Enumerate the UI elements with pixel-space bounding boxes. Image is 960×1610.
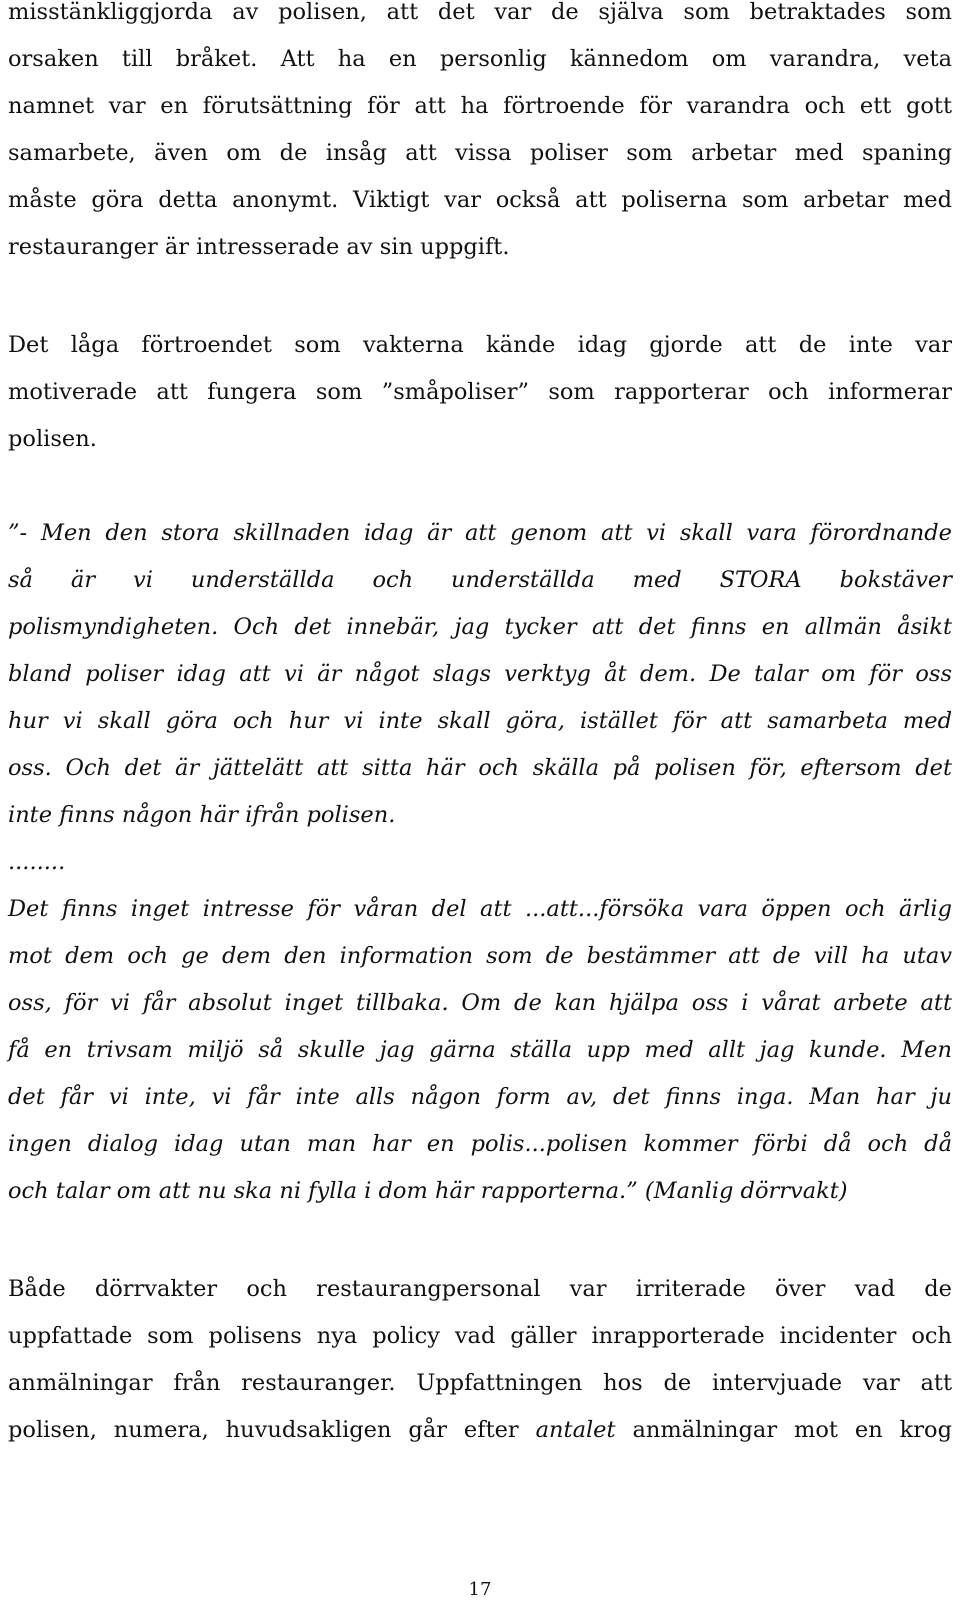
text-segment: polisen, numera, huvudsakligen går efter [8, 1417, 536, 1443]
text-line-with-emphasis [8, 1407, 952, 1454]
text-line: motiverade att fungera som ”småpoliser” som rapporterar och informerar [8, 379, 952, 405]
quote-line: oss. Och det är jättelätt att sitta här och skälla på polisen för, eftersom det [8, 755, 952, 781]
interview-quote [8, 510, 952, 1215]
quote-line: ingen dialog idag utan man har en polis...polisen kommer förbi då och då [8, 1131, 952, 1157]
quote-line: ”- Men den stora skillnaden idag är att genom att vi skall vara förordnande [8, 520, 952, 546]
text-line: uppfattade som polisens nya policy vad gäller inrapporterade incidenter och [8, 1323, 952, 1349]
text-line: polisen. [8, 426, 97, 452]
text-line: Det låga förtroendet som vakterna kände idag gjorde att de inte var [8, 332, 952, 358]
text-line: samarbete, även om de insåg att vissa poliser som arbetar med spaning [8, 140, 952, 166]
quote-line: Det finns inget intresse för våran del att ...att...försöka vara öppen och ärlig [8, 896, 952, 922]
paragraph-4 [8, 1266, 952, 1454]
text-line: orsaken till bråket. Att ha en personlig kännedom om varandra, veta [8, 46, 952, 72]
quote-line: hur vi skall göra och hur vi inte skall göra, istället för att samarbeta med [8, 708, 952, 734]
text-segment: anmälningar mot en krog [615, 1417, 952, 1443]
text-line: misstänkliggjorda av polisen, att det var de själva som betraktades som [8, 0, 952, 25]
text-line: måste göra detta anonymt. Viktigt var också att poliserna som arbetar med [8, 187, 952, 213]
quote-line: så är vi underställda och underställda med STORA bokstäver [8, 567, 952, 593]
text-line: restauranger är intresserade av sin uppgift. [8, 234, 510, 260]
quote-line: oss, för vi får absolut inget tillbaka. Om de kan hjälpa oss i vårat arbete att [8, 990, 952, 1016]
page-number: 17 [468, 1579, 492, 1600]
quote-line: mot dem och ge dem den information som de bestämmer att de vill ha utav [8, 943, 952, 969]
emphasized-word: antalet [535, 1417, 616, 1443]
paragraph-1 [8, 0, 952, 271]
text-line: Både dörrvakter och restaurangpersonal var irriterade över vad de [8, 1276, 952, 1302]
quote-line: och talar om att nu ska ni fylla i dom här rapporterna.” (Manlig dörrvakt) [8, 1178, 848, 1204]
paragraph-2 [8, 322, 952, 463]
quote-line: bland poliser idag att vi är något slags verktyg åt dem. De talar om för oss [8, 661, 952, 687]
quote-line: det får vi inte, vi får inte alls någon form av, det finns inga. Man har ju [8, 1084, 952, 1110]
quote-ellipsis: ........ [8, 849, 66, 875]
quote-line: inte finns någon här ifrån polisen. [8, 802, 396, 828]
quote-line: polismyndigheten. Och det innebär, jag tycker att det finns en allmän åsikt [8, 614, 952, 640]
quote-line: få en trivsam miljö så skulle jag gärna ställa upp med allt jag kunde. Men [8, 1037, 952, 1063]
text-line: anmälningar från restauranger. Uppfattningen hos de intervjuade var att [8, 1370, 952, 1396]
text-line: namnet var en förutsättning för att ha förtroende för varandra och ett gott [8, 93, 952, 119]
